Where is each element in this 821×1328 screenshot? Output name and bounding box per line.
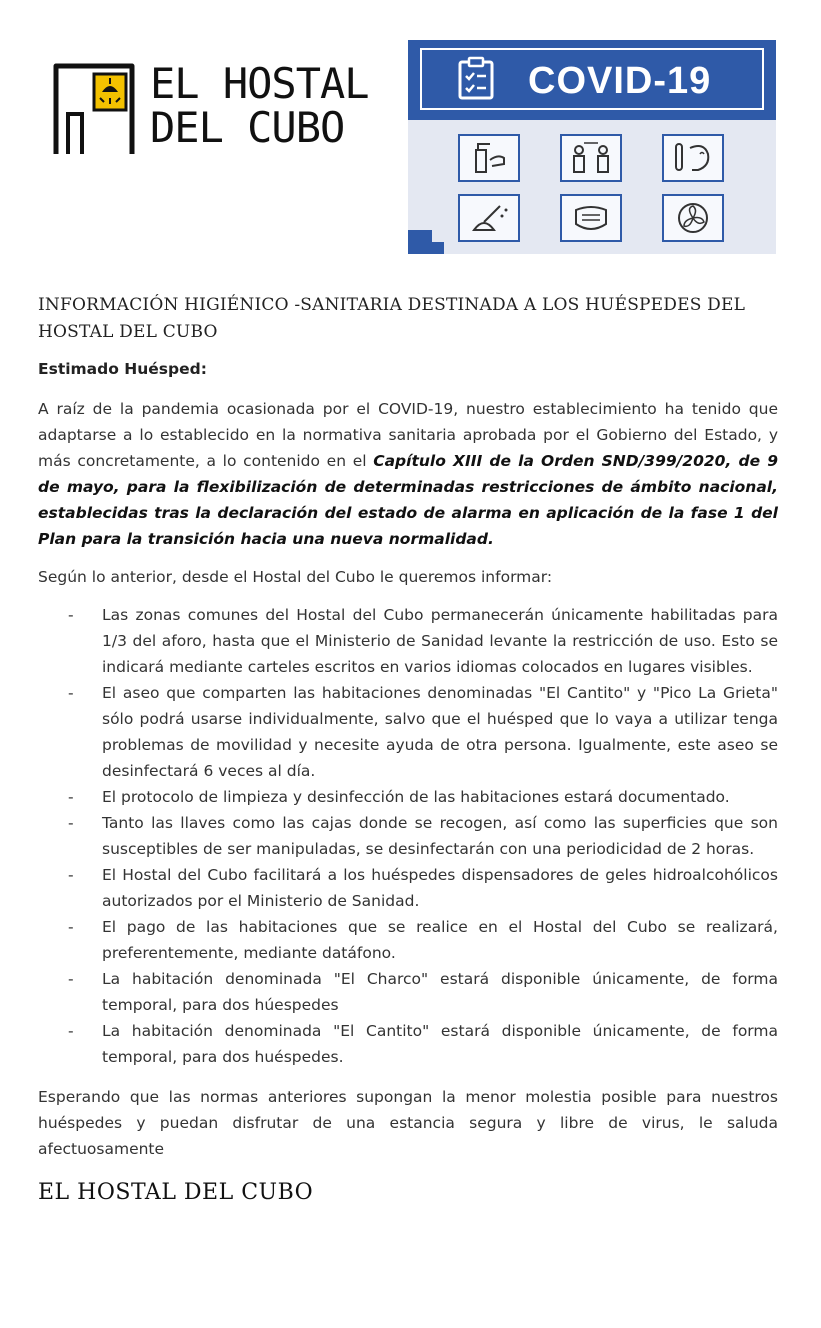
list-item: - La habitación denominada "El Charco" estará disponible únicamente, de forma temporal, para dos húespedes <box>38 966 778 1018</box>
door-lamp-icon <box>50 58 138 158</box>
regulation-reference: Capítulo XIII de la Orden SND/399/2020, de 9 de mayo, para la flexibilización de determinadas restricciones de ámbito nacional, establecidas tras la declaración del estado de alarma en aplicación de la fase 1 del Plan para la transición hacia una nueva normalidad. <box>38 452 778 548</box>
covid-frame <box>420 48 764 110</box>
decor-square-small <box>432 242 444 254</box>
greeting: Estimado Huésped: <box>38 360 207 378</box>
temperature-check-icon <box>662 134 724 182</box>
hand-sanitizer-icon <box>458 134 520 182</box>
covid-header <box>408 40 776 120</box>
social-distance-icon <box>560 134 622 182</box>
face-mask-icon <box>560 194 622 242</box>
cleaning-icon <box>458 194 520 242</box>
closing-paragraph: Esperando que las normas anteriores supongan la menor molestia posible para nuestros huéspedes y puedan disfrutar de una estancia segura y libre de virus, le saluda afectuosamente <box>38 1088 778 1158</box>
signature: EL HOSTAL DEL CUBO <box>38 1180 314 1205</box>
covid-banner <box>408 40 776 254</box>
document-body <box>38 292 778 1206</box>
list-item: - La habitación denominada "El Cantito" estará disponible únicamente, de forma temporal, para dos huéspedes. <box>38 1018 778 1070</box>
clipboard-icon <box>456 56 496 100</box>
logo-line2: DEL CUBO <box>150 103 345 152</box>
list-item: - Las zonas comunes del Hostal del Cubo permanecerán únicamente habilitadas para 1/3 del aforo, hasta que el Ministerio de Sanidad levante la restricción de uso. Esto se indicará mediante carteles escritos en varios idiomas colocados en lugares visibles. <box>38 602 778 680</box>
intro-paragraph-text: A raíz de la pandemia ocasionada por el COVID-19, nuestro establecimiento ha tenido que adaptarse a lo establecido en la normativa sanitaria aprobada por el Gobierno del Estado, y más concretamente, a lo contenido en el <box>38 400 778 470</box>
intro-paragraph <box>38 396 778 552</box>
logo-wordmark <box>150 59 369 152</box>
list-item: - El protocolo de limpieza y desinfección de las habitaciones estará documentado. <box>38 784 778 810</box>
measures-list <box>38 602 778 1070</box>
list-item: - El aseo que comparten las habitaciones denominadas "El Cantito" y "Pico La Grieta" sólo podrá usarse individualmente, salvo que el huésped que lo vaya a utilizar tenga problemas de movilidad y necesite ayuda de otra persona. Igualmente, este aseo se desinfectará 6 veces al día. <box>38 680 778 784</box>
list-intro: Según lo anterior, desde el Hostal del Cubo le queremos informar: <box>38 568 553 586</box>
ventilation-icon <box>662 194 724 242</box>
list-item: - Tanto las llaves como las cajas donde se recogen, así como las superficies que son susceptibles de ser manipuladas, se desinfectarán con una periodicidad de 2 horas. <box>38 810 778 862</box>
document-title: INFORMACIÓN HIGIÉNICO -SANITARIA DESTINADA A LOS HUÉSPEDES DEL HOSTAL DEL CUBO <box>38 295 746 342</box>
covid-label: COVID-19 <box>528 60 712 102</box>
logo-line1: EL HOSTAL <box>150 59 369 108</box>
decor-square <box>408 230 432 254</box>
list-item: - El Hostal del Cubo facilitará a los huéspedes dispensadores de geles hidroalcohólicos autorizados por el Ministerio de Sanidad. <box>38 862 778 914</box>
hostal-logo <box>50 52 369 162</box>
list-item: - El pago de las habitaciones que se realice en el Hostal del Cubo se realizará, preferentemente, mediante datáfono. <box>38 914 778 966</box>
